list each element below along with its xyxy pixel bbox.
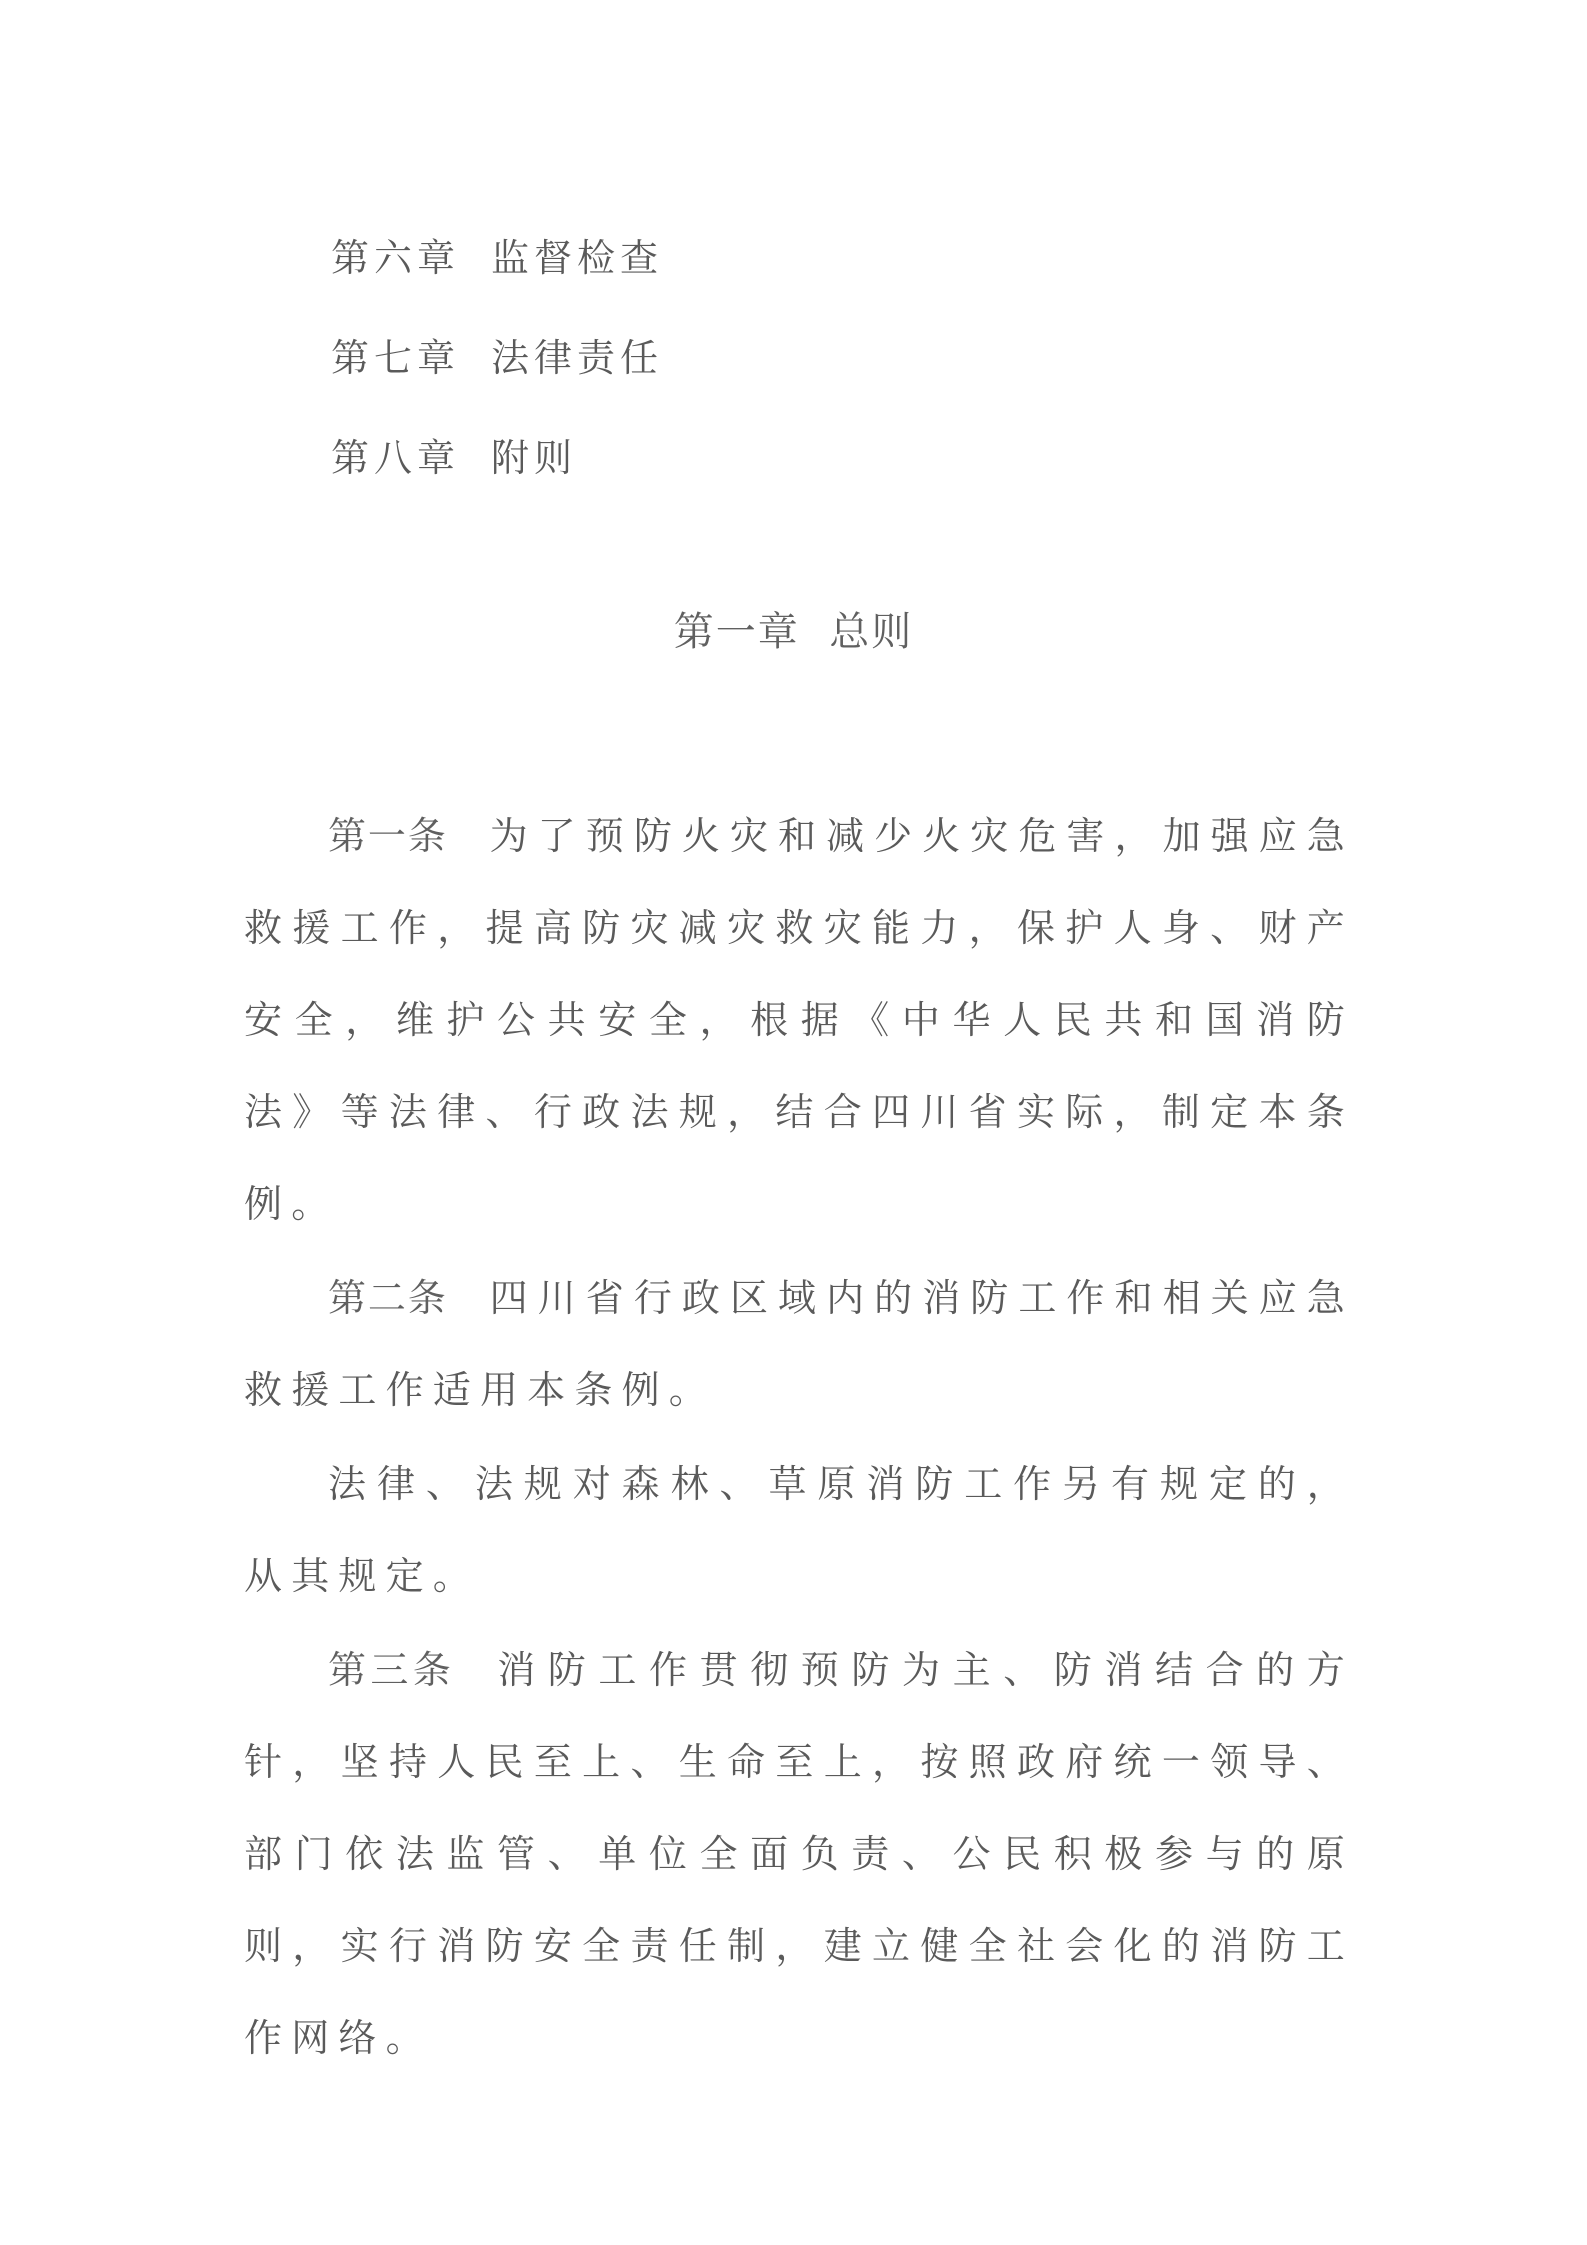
toc-chapter-title: 附则 bbox=[491, 436, 578, 480]
article-3 bbox=[244, 1624, 1354, 2084]
toc-chapter-number: 第八章 bbox=[331, 436, 461, 480]
article-2 bbox=[244, 1252, 1354, 1436]
article-text-line: 单位全面负责、公民积极参与的原则，实行消防安全责任制， bbox=[244, 1832, 1354, 1968]
article-text-line: 四川省行政区域内的消防工作和相关应急救 bbox=[244, 1276, 1354, 1412]
document-body bbox=[244, 790, 1354, 2086]
article-text-line: 工作，提高防灾减灾救灾能力，保护人身、财产安全，维护 bbox=[244, 906, 1355, 1042]
article-text-line: 持人民至上、生命至上，按照政府统一领导、部门依法监管、 bbox=[244, 1740, 1354, 1876]
article-text-line: 规，结合四川省实际，制定本条例。 bbox=[244, 1090, 1354, 1226]
article-1 bbox=[244, 790, 1354, 1250]
toc-item-chapter-7 bbox=[331, 308, 663, 408]
article-text-line: 消防工作贯彻预防为主、防消结合的方针，坚 bbox=[244, 1648, 1354, 1784]
toc-chapter-number: 第七章 bbox=[331, 336, 461, 380]
article-text-line: 为了预防火灾和减少火灾危害，加强应急救援 bbox=[244, 814, 1354, 950]
toc-chapter-title: 法律责任 bbox=[491, 336, 664, 380]
article-label: 第一条 bbox=[328, 814, 448, 858]
article-label: 第三条 bbox=[328, 1648, 456, 1692]
article-text-line: 援工作适用本条例。 bbox=[291, 1368, 717, 1412]
article-text-line: 建立健全社会化的消防工作网络。 bbox=[244, 1924, 1355, 2060]
article-label: 第二条 bbox=[328, 1276, 448, 1320]
toc-chapter-title: 监督检查 bbox=[491, 236, 664, 280]
toc-item-chapter-6 bbox=[331, 208, 663, 308]
toc-item-chapter-8 bbox=[331, 408, 663, 508]
chapter-heading: 第一章 总则 bbox=[673, 609, 914, 655]
article-text-line: 定。 bbox=[385, 1554, 481, 1598]
table-of-contents bbox=[331, 208, 663, 508]
article-2-paragraph-2 bbox=[244, 1438, 1354, 1622]
article-text-line: 公共安全，根据《中华人民共和国消防法》等法律、行政法 bbox=[244, 998, 1354, 1134]
article-text-line: 法律、法规对森林、草原消防工作另有规定的，从其规 bbox=[244, 1462, 1354, 1598]
toc-chapter-number: 第六章 bbox=[331, 236, 461, 280]
